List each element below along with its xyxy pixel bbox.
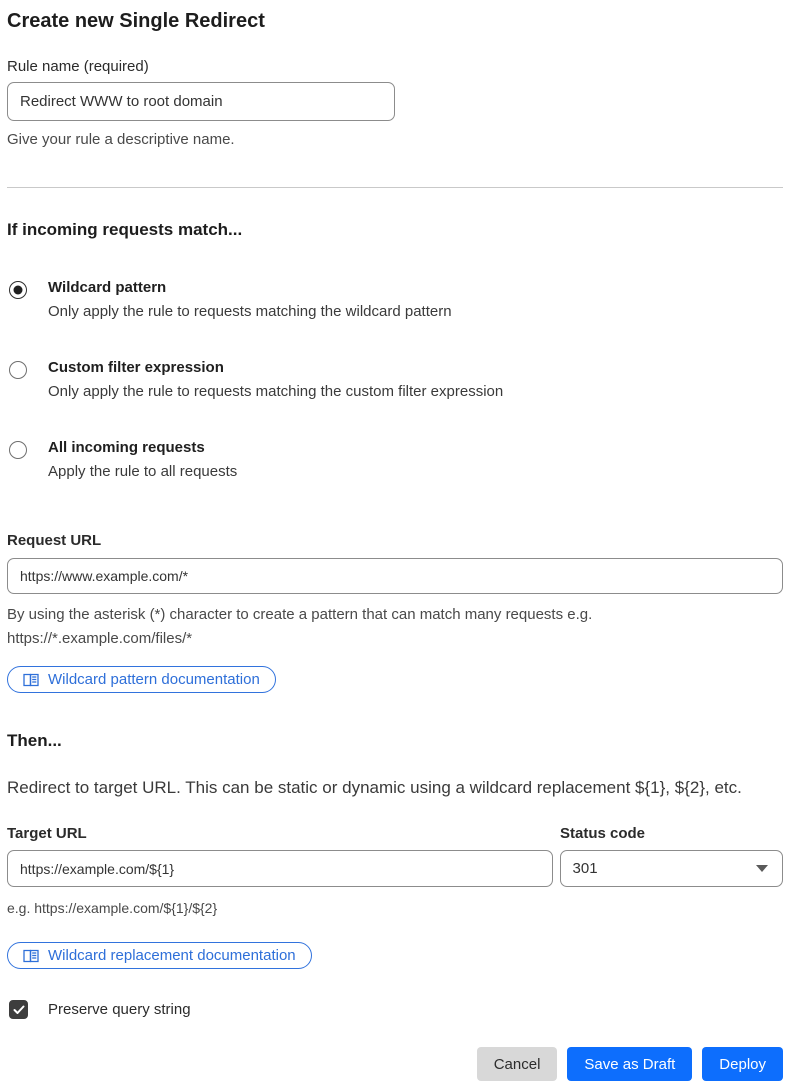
- request-url-label: Request URL: [7, 532, 102, 549]
- check-icon: [13, 1005, 25, 1015]
- status-code-label: Status code: [560, 825, 646, 842]
- request-url-input[interactable]: [7, 558, 783, 594]
- target-url-input[interactable]: [7, 850, 553, 887]
- radio-label: Wildcard pattern: [48, 279, 167, 296]
- then-section-heading: Then...: [7, 731, 62, 750]
- wildcard-pattern-docs-button[interactable]: [7, 666, 276, 693]
- then-section-description: Redirect to target URL. This can be static or dynamic using a wildcard replacement ${1}, ${2}, etc.: [7, 778, 742, 797]
- page-title: Create new Single Redirect: [7, 10, 265, 32]
- radio-option-custom-filter[interactable]: [7, 359, 783, 400]
- radio-option-wildcard-pattern[interactable]: [7, 279, 783, 320]
- radio-button[interactable]: [9, 441, 27, 459]
- wildcard-replacement-docs-label: Wildcard replacement documentation: [48, 947, 296, 964]
- book-icon: [23, 673, 39, 687]
- rule-name-input[interactable]: [7, 82, 395, 121]
- radio-button[interactable]: [9, 281, 27, 299]
- preserve-query-checkbox[interactable]: [9, 1000, 28, 1019]
- rule-name-help: Give your rule a descriptive name.: [7, 131, 235, 148]
- radio-description: Apply the rule to all requests: [48, 463, 238, 480]
- target-url-label: Target URL: [7, 825, 87, 842]
- radio-label: All incoming requests: [48, 439, 205, 456]
- preserve-query-label: Preserve query string: [48, 1001, 191, 1018]
- radio-button[interactable]: [9, 361, 27, 379]
- save-as-draft-button[interactable]: Save as Draft: [567, 1047, 692, 1081]
- request-url-help: By using the asterisk (*) character to create a pattern that can match many requests e.g. https://*.example.com/files/*: [7, 606, 593, 647]
- deploy-button[interactable]: Deploy: [702, 1047, 783, 1081]
- match-section-heading: If incoming requests match...: [7, 220, 243, 239]
- wildcard-replacement-docs-button[interactable]: [7, 942, 312, 969]
- radio-label: Custom filter expression: [48, 359, 224, 376]
- book-icon: [23, 949, 39, 963]
- status-code-value: 301: [572, 860, 598, 877]
- status-code-select[interactable]: [560, 850, 783, 887]
- section-divider: [7, 187, 783, 188]
- cancel-button[interactable]: Cancel: [477, 1047, 558, 1081]
- radio-description: Only apply the rule to requests matching the custom filter expression: [48, 383, 504, 400]
- chevron-down-icon: [756, 865, 768, 872]
- radio-option-all-requests[interactable]: [7, 439, 783, 480]
- wildcard-pattern-docs-label: Wildcard pattern documentation: [48, 671, 260, 688]
- radio-description: Only apply the rule to requests matching the wildcard pattern: [48, 303, 452, 320]
- target-url-help: e.g. https://example.com/${1}/${2}: [7, 900, 218, 916]
- rule-name-label: Rule name (required): [7, 58, 149, 75]
- preserve-query-row[interactable]: [7, 1000, 783, 1019]
